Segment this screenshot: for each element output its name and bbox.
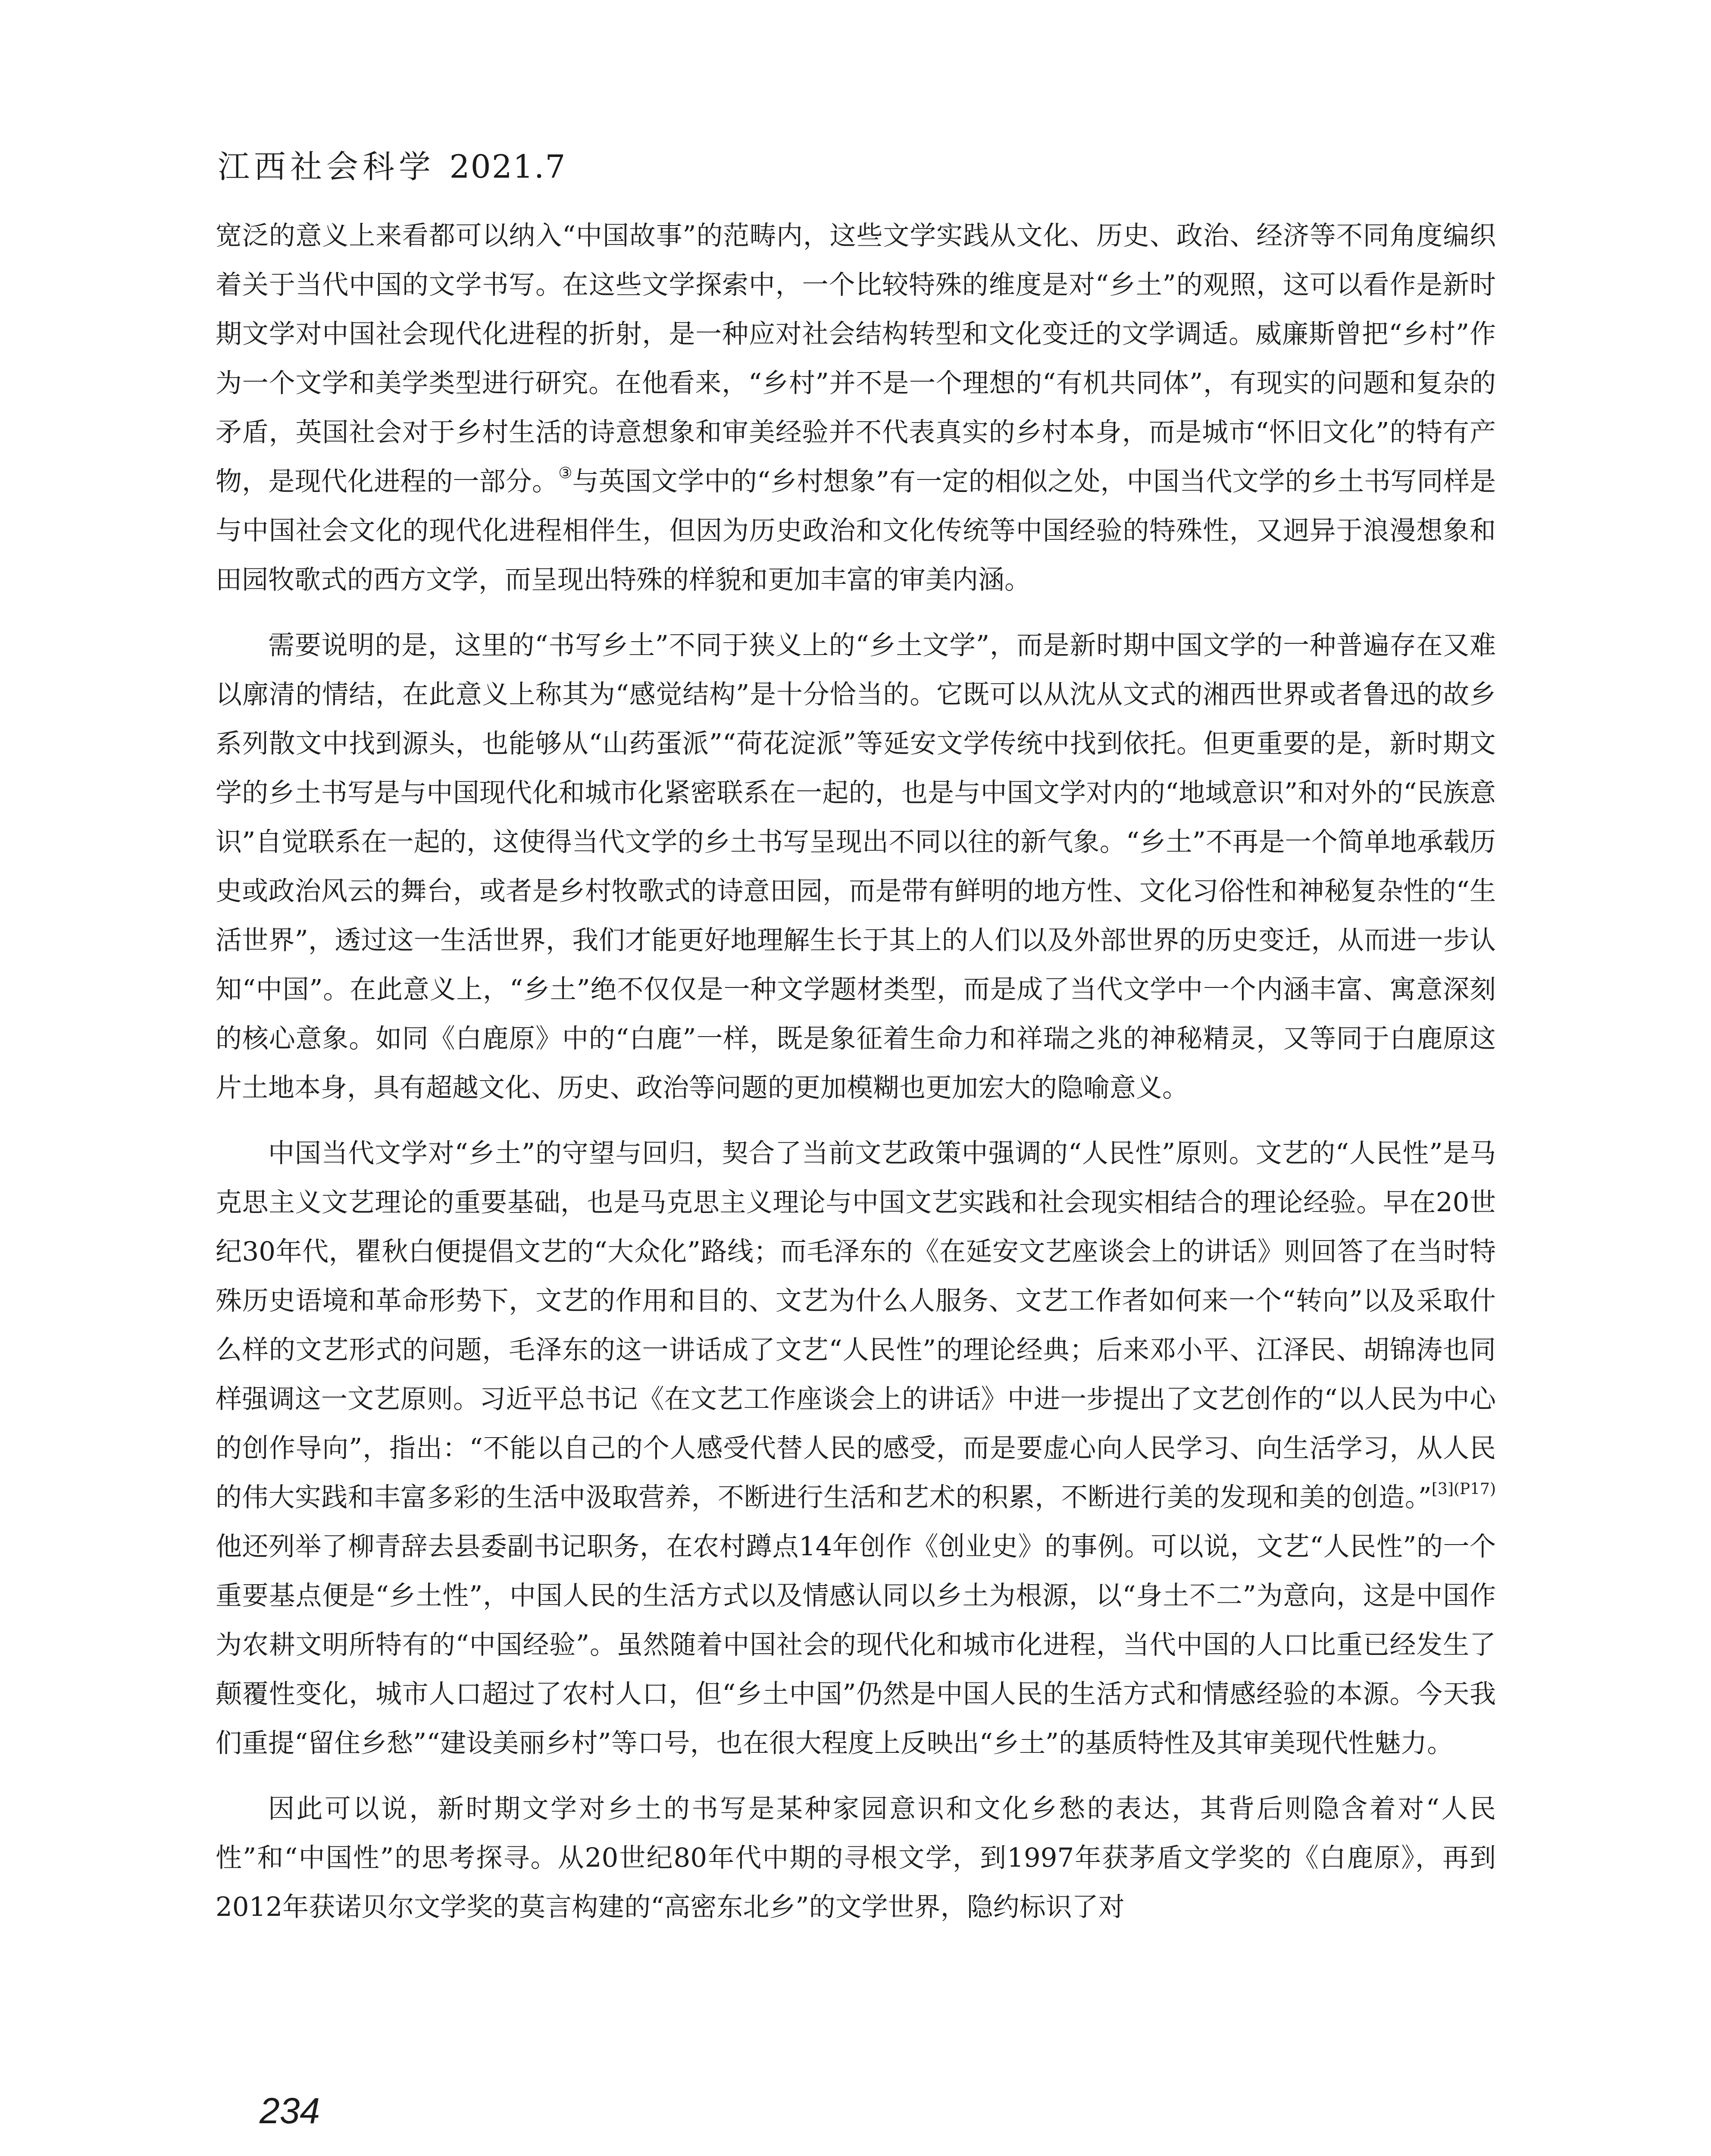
paragraph-3 xyxy=(216,1129,1496,1768)
article-body xyxy=(216,211,1496,1948)
issue-label: 2021.7 xyxy=(449,148,566,185)
running-header xyxy=(218,148,566,185)
page-number: 234 xyxy=(260,2090,320,2131)
paragraph-4-text: 因此可以说，新时期文学对乡土的书写是某种家园意识和文化乡愁的表达，其背后则隐含着对“人民性”和“中国性”的思考探寻。从20世纪80年代中期的寻根文学，到1997年获茅盾文学奖的《白鹿原》，再到2012年获诺贝尔文学奖的莫言构建的“高密东北乡”的文学世界，隐约标识了对 xyxy=(216,1793,1496,1922)
paragraph-1-text: 宽泛的意义上来看都可以纳入“中国故事”的范畴内，这些文学实践从文化、历史、政治、经济等不同角度编织着关于当代中国的文学书写。在这些文学探索中，一个比较特殊的维度是对“乡土”的观照，这可以看作是新时期文学对中国社会现代化进程的折射，是一种应对社会结构转型和文化变迁的文学调适。威廉斯曾把“乡村”作为一个文学和美学类型进行研究。在他看来，“乡村”并不是一个理想的“有机共同体”，有现实的问题和复杂的矛盾，英国社会对于乡村生活的诗意想象和审美经验并不代表真实的乡村本身，而是城市“怀旧文化”的特有产物，是现代化进程的一部分。 xyxy=(216,220,1496,497)
paragraph-1-tail: 与英国文学中的“乡村想象”有一定的相似之处，中国当代文学的乡土书写同样是与中国社会文化的现代化进程相伴生，但因为历史政治和文化传统等中国经验的特殊性，又迥异于浪漫想象和田园牧歌式的西方文学，而呈现出特殊的样貌和更加丰富的审美内涵。 xyxy=(216,466,1496,595)
paragraph-3-text: 中国当代文学对“乡土”的守望与回归，契合了当前文艺政策中强调的“人民性”原则。文艺的“人民性”是马克思主义文艺理论的重要基础，也是马克思主义理论与中国文艺实践和社会现实相结合的理论经验。早在20世纪30年代，瞿秋白便提倡文艺的“大众化”路线；而毛泽东的《在延安文艺座谈会上的讲话》则回答了在当时特殊历史语境和革命形势下，文艺的作用和目的、文艺为什么人服务、文艺工作者如何来一个“转向”以及采取什么样的文艺形式的问题，毛泽东的这一讲话成了文艺“人民性”的理论经典；后来邓小平、江泽民、胡锦涛也同样强调这一文艺原则。习近平总书记《在文艺工作座谈会上的讲话》中进一步提出了文艺创作的“以人民为中心的创作导向”，指出：“不能以自己的个人感受代替人民的感受，而是要虚心向人民学习、向生活学习，从人民的伟大实践和丰富多彩的生活中汲取营养，不断进行生活和艺术的积累，不断进行美的发现和美的创造。” xyxy=(216,1138,1496,1513)
paragraph-1 xyxy=(216,211,1496,605)
footnote-marker-3[interactable]: ③ xyxy=(558,464,572,482)
paragraph-2 xyxy=(216,621,1496,1112)
paragraph-4 xyxy=(216,1784,1496,1932)
journal-name: 江西社会科学 xyxy=(218,148,435,185)
citation-marker[interactable]: [3](P17) xyxy=(1431,1480,1496,1498)
paragraph-2-text: 需要说明的是，这里的“书写乡土”不同于狭义上的“乡土文学”，而是新时期中国文学的一种普遍存在又难以廓清的情结，在此意义上称其为“感觉结构”是十分恰当的。它既可以从沈从文式的湘西世界或者鲁迅的故乡系列散文中找到源头，也能够从“山药蛋派”“荷花淀派”等延安文学传统中找到依托。但更重要的是，新时期文学的乡土书写是与中国现代化和城市化紧密联系在一起的，也是与中国文学对内的“地域意识”和对外的“民族意识”自觉联系在一起的，这使得当代文学的乡土书写呈现出不同以往的新气象。“乡土”不再是一个简单地承载历史或政治风云的舞台，或者是乡村牧歌式的诗意田园，而是带有鲜明的地方性、文化习俗性和神秘复杂性的“生活世界”，透过这一生活世界，我们才能更好地理解生长于其上的人们以及外部世界的历史变迁，从而进一步认知“中国”。在此意义上，“乡土”绝不仅仅是一种文学题材类型，而是成了当代文学中一个内涵丰富、寓意深刻的核心意象。如同《白鹿原》中的“白鹿”一样，既是象征着生命力和祥瑞之兆的神秘精灵，又等同于白鹿原这片土地本身，具有超越文化、历史、政治等问题的更加模糊也更加宏大的隐喻意义。 xyxy=(216,630,1496,1103)
paragraph-3-tail: 他还列举了柳青辞去县委副书记职务，在农村蹲点14年创作《创业史》的事例。可以说，文艺“人民性”的一个重要基点便是“乡土性”，中国人民的生活方式以及情感认同以乡土为根源，以“身土不二”为意向，这是中国作为农耕文明所特有的“中国经验”。虽然随着中国社会的现代化和城市化进程，当代中国的人口比重已经发生了颠覆性变化，城市人口超过了农村人口，但“乡土中国”仍然是中国人民的生活方式和情感经验的本源。今天我们重提“留住乡愁”“建设美丽乡村”等口号，也在很大程度上反映出“乡土”的基质特性及其审美现代性魅力。 xyxy=(216,1531,1496,1758)
